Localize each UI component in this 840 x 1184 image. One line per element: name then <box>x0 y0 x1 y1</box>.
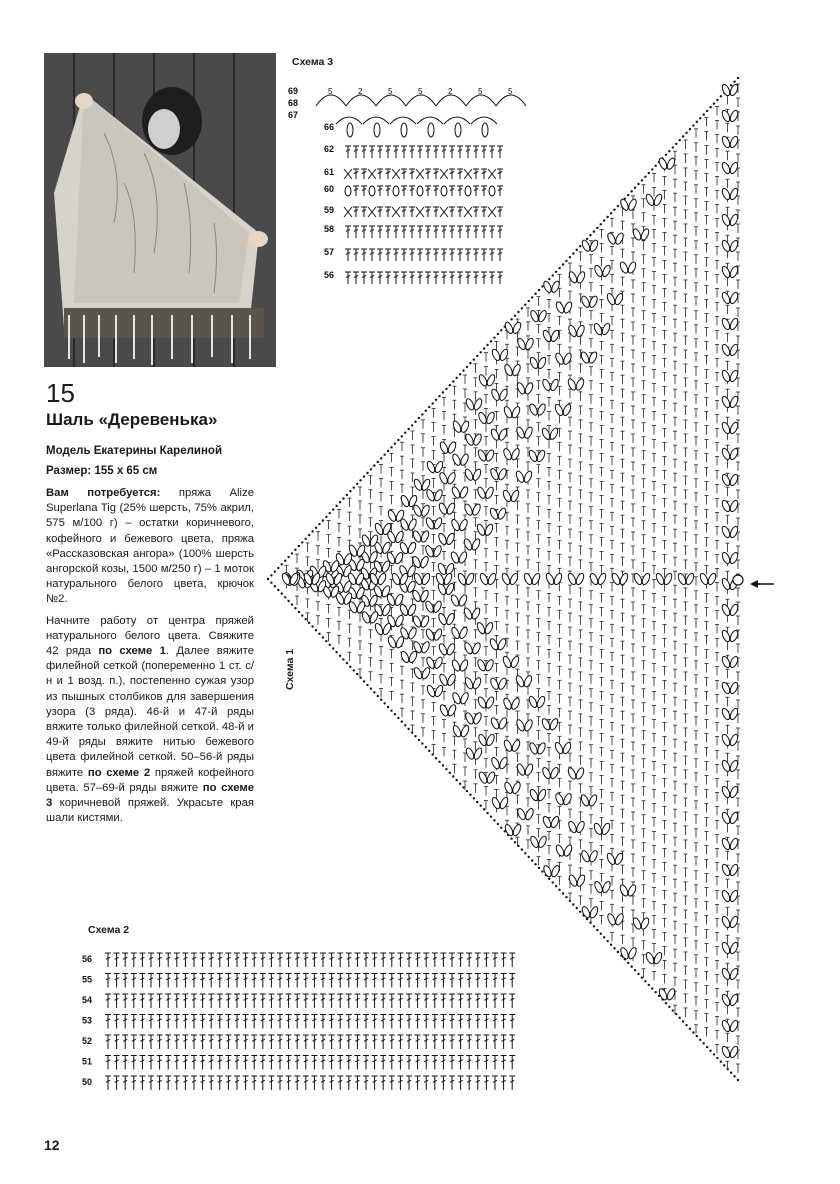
schema3-arc-label: 5 <box>478 87 483 96</box>
schema2-row-number: 50 <box>82 1077 93 1087</box>
article-body <box>46 486 254 832</box>
schema3-arc-label: 5 <box>328 87 333 96</box>
schema3-row-number: 61 <box>324 167 335 177</box>
instr-g: коричневой пряжей. Украсьте края шали кистями. <box>46 797 254 825</box>
schema3-row-number: 60 <box>324 184 335 194</box>
schema3-row-number: 69 <box>288 86 299 96</box>
model-number: 15 <box>46 378 75 408</box>
instr-a: Начните работу от центра пряжей натурального белого цвета. Свяжите 42 ряда <box>46 614 254 658</box>
instr-e: пряжей кофейного цвета. 57–69-й ряды вяжите <box>46 766 254 794</box>
schema2-row-number: 54 <box>82 995 93 1005</box>
schema3-row-number: 62 <box>324 144 335 154</box>
size-value: 155 х 65 см <box>94 465 158 477</box>
instr-ref-schema2: по схеме 2 <box>87 766 151 779</box>
size-line <box>46 465 157 477</box>
schema2-row-numbers <box>82 954 92 1087</box>
schema3-row-number: 57 <box>324 247 335 257</box>
materials-paragraph <box>46 486 254 608</box>
schema2-row-number: 52 <box>82 1036 93 1046</box>
row-marker-arrow-icon <box>748 576 776 592</box>
schema2-row-number: 56 <box>82 954 93 964</box>
schema3-row-number: 59 <box>324 205 335 215</box>
page-number: 12 <box>44 1137 60 1153</box>
article-title: Шаль «Деревенька» <box>46 410 218 429</box>
schema3-row-number: 68 <box>288 98 299 108</box>
instr-ref-schema3: по схеме 3 <box>46 781 254 810</box>
schema3-arc-label: 2 <box>448 87 453 96</box>
materials-label: Вам потребуется: <box>46 487 179 499</box>
schema3-row-number: 58 <box>324 224 335 234</box>
instr-ref-schema1: по схеме 1 <box>98 645 166 658</box>
materials-text: пряжа Alize Superlana Tig (25% шерсть, 75% акрил, 575 м/100 г) – остатки коричневого, кофейного и бежевого цвета, пряжа «Рассказовская ангора» (100% шерсть ангорской козы, 1500 м/250 г) – 1 моток натурального белого цвета, крючок №2. <box>46 487 254 606</box>
schema3-arc-label: 5 <box>508 87 513 96</box>
size-label: Размер: <box>46 465 95 477</box>
schema2-title: Схема 2 <box>88 924 130 936</box>
schema3-row-number: 66 <box>324 122 335 132</box>
shawl-photo <box>44 53 276 367</box>
schema1-title: Схема 1 <box>284 648 296 690</box>
schema3-arc-label: 5 <box>418 87 423 96</box>
schema3-arc-label: 5 <box>388 87 393 96</box>
schema3-title: Схема 3 <box>292 56 334 68</box>
model-author: Модель Екатерины Карелиной <box>46 445 223 457</box>
schema3-row-number: 56 <box>324 270 335 280</box>
schema2-row-number: 51 <box>82 1056 93 1067</box>
schema3-arc-label: 2 <box>358 87 363 96</box>
schema2-row-number: 55 <box>82 974 93 985</box>
schema1-diagram <box>260 70 760 1100</box>
schema2-row-number: 53 <box>82 1015 93 1026</box>
schema3-row-number: 67 <box>288 110 299 120</box>
instr-c: . Далее вяжите филейной сеткой (попеременно 1 ст. с/н и 1 возд. п.), постепенно сужая узор из пышных столбиков для завершения узора (3 ряда). 46-й и 47-й ряды вяжите только филейной сеткой. 48-й и 49-й ряды вяжите нитью бежевого цвета филейной сеткой. 50–56-й ряды вяжите <box>46 645 254 779</box>
instructions-paragraph <box>46 614 254 827</box>
